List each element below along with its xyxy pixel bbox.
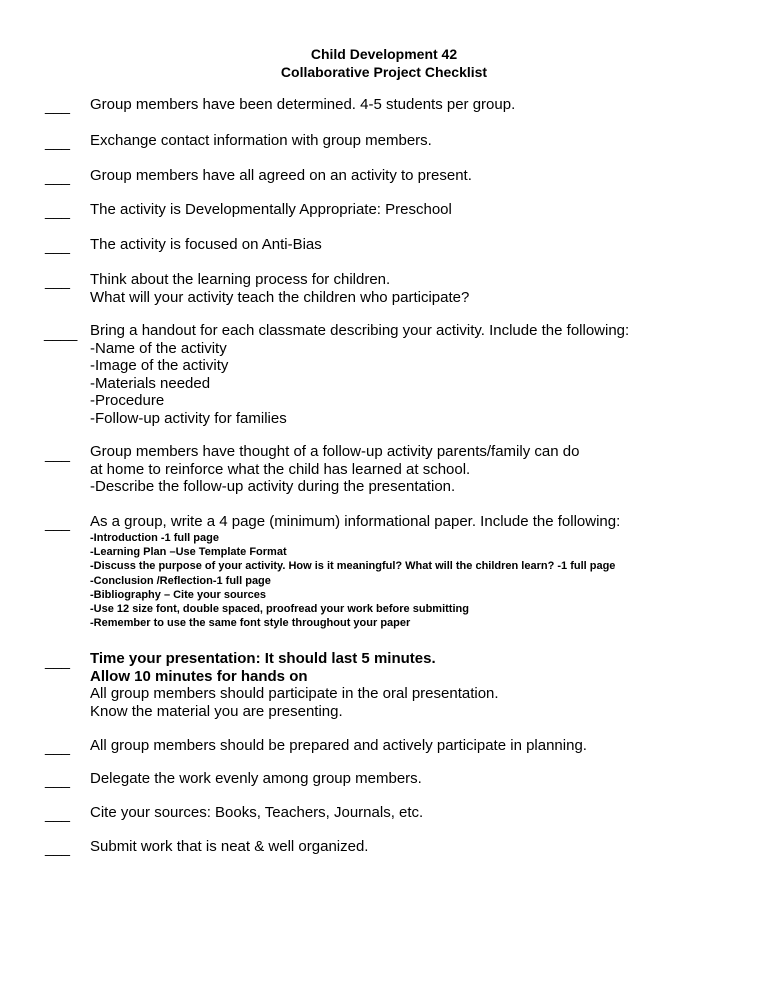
checklist-item	[90, 96, 515, 114]
item-text: -Image of the activity	[90, 357, 229, 374]
check-blank: ___	[45, 203, 71, 220]
check-blank: ___	[45, 446, 71, 463]
requirement-line: -Use 12 size font, double spaced, proofread your work before submitting	[90, 603, 469, 616]
check-blank: ___	[45, 806, 71, 823]
item-text: Group members have all agreed on an activity to present.	[90, 167, 472, 184]
item-text: Submit work that is neat & well organized.	[90, 838, 369, 855]
item-text: Cite your sources: Books, Teachers, Journals, etc.	[90, 804, 424, 821]
check-blank: ___	[45, 169, 71, 186]
check-blank: ___	[45, 273, 71, 290]
requirement-line: -Introduction -1 full page	[90, 532, 219, 544]
checklist-item	[90, 271, 469, 306]
checklist-item	[90, 804, 423, 822]
checklist-item	[90, 132, 432, 150]
check-blank: ___	[45, 238, 71, 255]
requirement-line: -Learning Plan –Use Template Format	[90, 546, 287, 559]
item-text: The activity is focused on Anti-Bias	[90, 236, 322, 253]
checklist-title: Collaborative Project Checklist	[280, 64, 488, 80]
item-text: What will your activity teach the children who participate?	[90, 288, 470, 306]
check-blank: ___	[45, 840, 71, 857]
requirement-line: -Remember to use the same font style throughout your paper	[90, 617, 411, 630]
checklist-item	[90, 322, 629, 427]
item-text: -Follow-up activity for families	[90, 409, 287, 427]
checklist-item	[90, 737, 587, 755]
check-blank: ___	[45, 653, 71, 670]
item-text: Group members have thought of a follow-up activity parents/family can do	[90, 443, 580, 460]
checklist-item	[90, 167, 472, 185]
item-text: Know the material you are presenting.	[90, 702, 343, 720]
check-blank: ____	[44, 325, 78, 342]
item-text: All group members should participate in the oral presentation.	[90, 685, 499, 702]
item-text: -Name of the activity	[90, 339, 227, 357]
requirement-line: -Discuss the purpose of your activity. How is it meaningful? What will the children learn? -1 full page	[90, 560, 616, 573]
item-text: -Describe the follow-up activity during the presentation.	[90, 478, 456, 495]
item-text: Bring a handout for each classmate describing your activity. Include the following:	[90, 322, 630, 339]
item-text-bold: Allow 10 minutes for hands on	[90, 667, 308, 685]
check-blank: ___	[45, 98, 71, 115]
requirement-line: -Conclusion /Reflection-1 full page	[90, 574, 271, 587]
checklist-item	[90, 838, 368, 856]
checklist-item	[90, 236, 322, 254]
document-title	[0, 45, 768, 81]
item-text: Think about the learning process for children.	[90, 271, 391, 288]
course-title: Child Development 42	[310, 46, 458, 62]
item-text-bold: Time your presentation: It should last 5 minutes.	[90, 650, 436, 667]
item-text: As a group, write a 4 page (minimum) informational paper. Include the following:	[90, 513, 621, 530]
check-blank: ___	[45, 515, 71, 532]
item-text: -Procedure	[90, 392, 165, 409]
item-text: All group members should be prepared and actively participate in planning.	[90, 737, 587, 754]
item-text: at home to reinforce what the child has learned at school.	[90, 460, 471, 478]
item-text: The activity is Developmentally Appropriate: Preschool	[90, 201, 452, 218]
requirement-line: -Bibliography – Cite your sources	[90, 588, 267, 601]
checklist-item	[90, 770, 422, 788]
item-text: Delegate the work evenly among group members.	[90, 770, 422, 787]
check-blank: ___	[45, 134, 71, 151]
checklist-item	[90, 650, 499, 720]
checklist-item	[90, 201, 452, 219]
checklist-item	[90, 443, 579, 496]
check-blank: ___	[45, 739, 71, 756]
item-text: Exchange contact information with group members.	[90, 132, 432, 149]
check-blank: ___	[45, 772, 71, 789]
checklist-item	[90, 513, 620, 531]
paper-requirements	[90, 531, 615, 630]
item-text: -Materials needed	[90, 374, 211, 392]
item-text: Group members have been determined. 4-5 students per group.	[90, 96, 516, 113]
